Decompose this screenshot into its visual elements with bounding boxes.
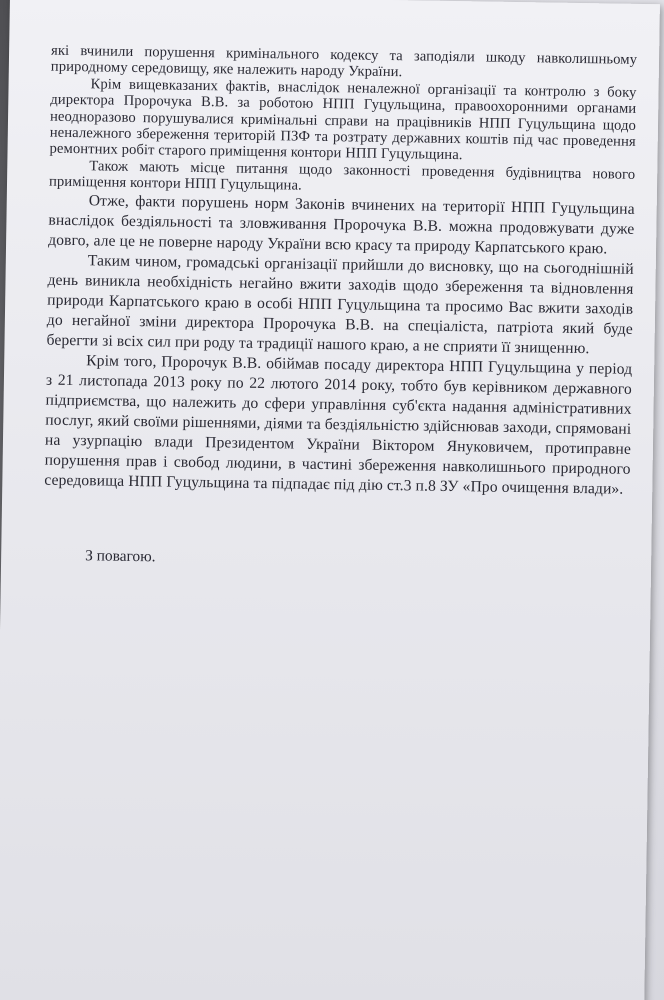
document-body: [44, 43, 637, 500]
closing-text: З повагою.: [85, 547, 156, 566]
paragraph-2: Крім вищевказаних фактів, внаслідок неналежної організації та контролю з боку директора Пророчука В.В. за роботою НПП Гуцульщина, правоохоронними органами неодноразово порушувалися кримінальні справи на працівників НПП Гуцульщина щодо неналежного збереження територій ПЗФ та розтрату державних коштів під час проведення ремонтних робіт старого приміщення контори НПП Гуцульщина.: [49, 76, 637, 164]
paragraph-4: Отже, факти порушень норм Законів вчинених на території НПП Гуцульщина внаслідок бездіяльності та зловживання Пророчука В.В. можна продовжувати дуже довго, але це не поверне народу України всю красу та природу Карпатського краю.: [48, 191, 635, 258]
paragraph-1: які вчинили порушення кримінального кодексу та заподіяли шкоду навколишньому природному середовищу, яке належить народу України.: [50, 42, 638, 81]
paragraph-6: Крім того, Пророчук В.В. обіймав посаду директора НПП Гуцульщина у період з 21 листопада 2013 року по 22 лютого 2014 року, тобто був керівником державного підприємства, що належить до сфери управління суб'єкта надання адміністративних послуг, який своїми рішеннями, діями та бездіяльністю здійснював заходи, спрямовані на узурпацію влади Президентом України Віктором Януковичем, протиправне порушення прав і свобод людини, в частині збереження навколишнього природного середовища НПП Гуцульщина та підпадає під дію ст.3 п.8 ЗУ «Про очищення влади».: [44, 351, 633, 498]
paragraph-5: Таким чином, громадські організації прийшли до висновку, що на сьогоднішній день виникла необхідність негайно вжити заходів щодо збереження та відновлення природи Карпатського краю в особі НПП Гуцульщина та просимо Вас вжити заходів до негайної зміни директора Пророчука В.В. на спеціаліста, патріота який буде берегти зі всіх сил при роду та традиції нашого краю, а не сприяти її знищенню.: [46, 251, 634, 357]
paragraph-3: Також мають місце питання щодо законності проведення будівництва нового приміщення контори НПП Гуцульщина.: [48, 158, 636, 194]
